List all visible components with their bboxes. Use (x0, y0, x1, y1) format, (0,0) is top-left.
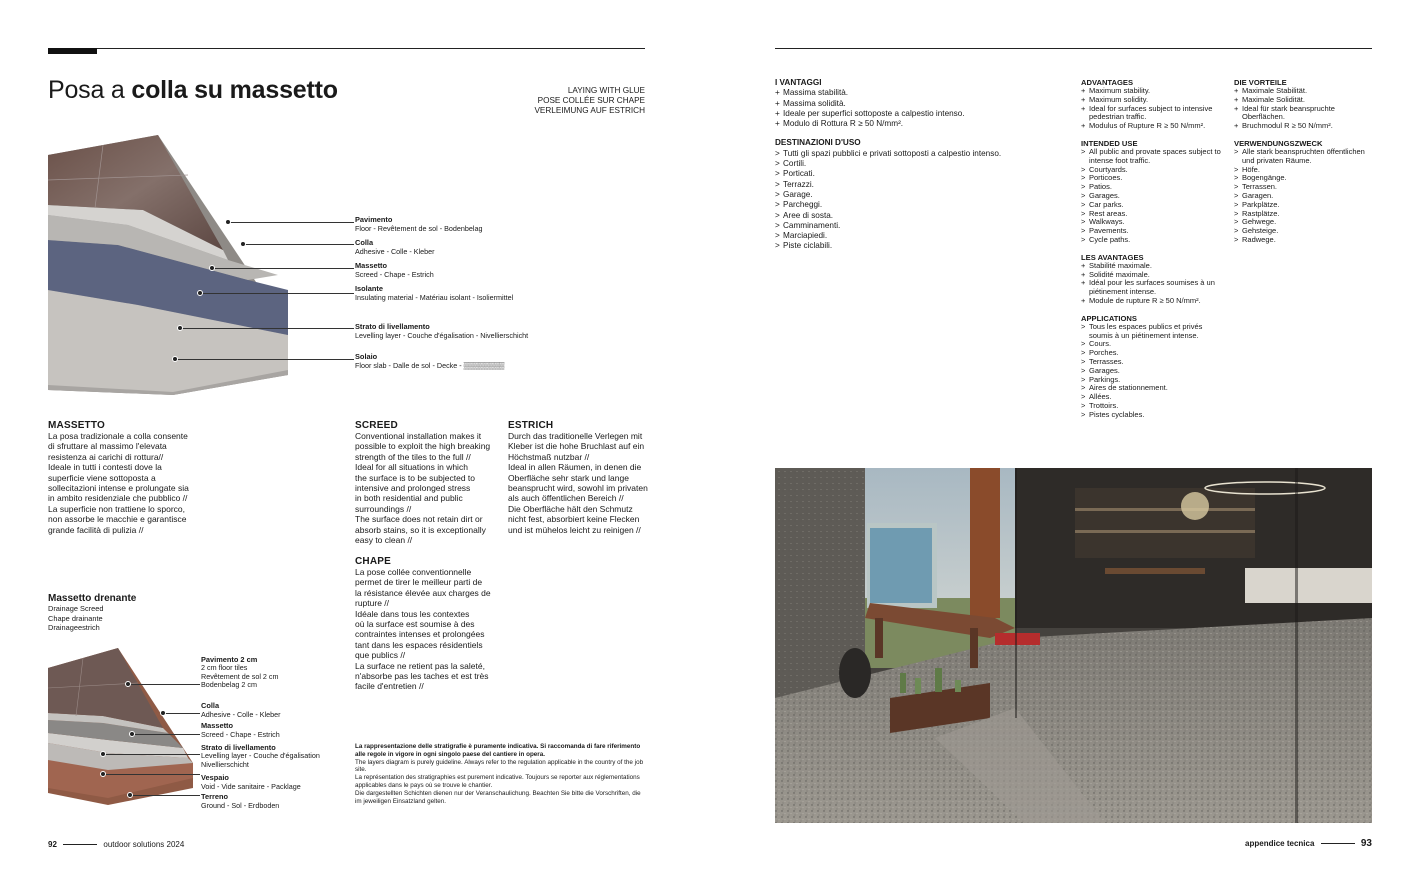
list-marker: > (775, 200, 780, 210)
benefit-list-item (775, 109, 1075, 119)
list-marker: + (775, 98, 780, 108)
list-marker: > (1234, 164, 1239, 174)
benefit-group (1081, 314, 1226, 420)
list-marker: > (1081, 383, 1086, 393)
list-text: Aree di sosta. (783, 210, 834, 220)
list-marker: > (1081, 392, 1086, 402)
benefit-list (1234, 87, 1374, 131)
list-text: Ideal für stark beanspruchte Oberflächen. (1242, 103, 1335, 122)
benefit-list-item (1081, 323, 1226, 341)
page-number: 93 (1360, 838, 1372, 849)
leader-line (200, 293, 354, 294)
benefit-list-item (775, 200, 1075, 210)
benefit-group-heading: I VANTAGGI (775, 78, 822, 87)
benefit-list-item (1081, 122, 1226, 131)
benefit-list (775, 88, 1075, 129)
benefit-list-item (1081, 236, 1226, 245)
list-text: All public and provate spaces subject to intense foot traffic. (1089, 146, 1221, 165)
list-marker: + (1081, 94, 1086, 104)
list-text: Rastplätze. (1242, 208, 1280, 218)
section-body: La pose collée conventionnelle permet de tirer le meilleur parti de la résistance élevée aux charges de rupture // Idéale dans tous les contextes où la surface est soumise à des contraintes intenses et prolongées tant dans les espaces résidentiels que publics // La surface ne retient pas la saleté, n'absorbe pas les taches et est très facile d'entretien // (355, 567, 491, 692)
leader-dot (129, 731, 135, 737)
list-text: Pavements. (1089, 226, 1129, 236)
benefit-list-item (775, 99, 1075, 109)
section-label: appendice tecnica (1245, 839, 1315, 848)
leader-line (103, 754, 200, 755)
leader-line (103, 774, 200, 775)
disclaimer: La rappresentazione delle stratigrafie è puramente indicativa. Si raccomanda di fare riferimento alle regole in vigore in ogni singolo paese del cantiere in opera. The layers diagram is purely guideline. Always refer to the regulation applicable in the country of the job site. La représentation des stratigraphies est purement indicative. Toujours se reporter aux réglementations applicables dans le pays où se trouve le chantier. Die dargestellten Schichten dienen nur der Veranschaulichung. Beachten Sie bitte die Vorschriften, die im jeweiligen Einsatzland gelten. (355, 743, 644, 805)
benefits-column-en-fr (1081, 78, 1226, 428)
list-marker: > (1081, 374, 1086, 384)
leader-dot (160, 710, 166, 716)
leader-line (130, 795, 200, 796)
list-text: Terrassen. (1242, 182, 1278, 192)
list-marker: > (1081, 146, 1086, 156)
benefit-list-item (775, 231, 1075, 241)
section-massetto (48, 420, 248, 535)
layer-label-solaio: Solaio Floor slab - Dalle de sol - Decke - ▒▒▒▒▒▒▒▒ (355, 352, 505, 370)
list-text: Garages. (1089, 190, 1120, 200)
list-text: Höfe. (1242, 164, 1260, 174)
list-marker: + (1081, 260, 1086, 270)
benefit-list-item (775, 211, 1075, 221)
page-title: Posa a colla su massetto (48, 76, 338, 104)
leader-dot (100, 751, 106, 757)
page-subtitles: LAYING WITH GLUE POSE COLLÉE SUR CHAPE VERLEIMUNG AUF ESTRICH (534, 86, 645, 115)
list-text: Parkplätze. (1242, 199, 1280, 209)
list-text: Trottoirs. (1089, 400, 1119, 410)
list-text: Tutti gli spazi pubblici e privati sottoposti a calpestio intenso. (783, 148, 1002, 158)
list-text: Module de rupture R ≥ 50 N/mm². (1089, 295, 1201, 305)
section-chape (355, 556, 505, 692)
benefit-group (775, 138, 1075, 251)
benefit-group (1234, 78, 1374, 131)
benefit-list-item (1081, 148, 1226, 166)
list-marker: + (775, 88, 780, 98)
list-text: Garages. (1089, 365, 1120, 375)
section-heading: CHAPE (355, 556, 392, 567)
benefit-list-item (775, 119, 1075, 129)
benefit-list-item (1234, 236, 1374, 245)
list-text: Solidité maximale. (1089, 269, 1150, 279)
benefit-list-item (1234, 105, 1374, 123)
list-text: Camminamenti. (783, 220, 841, 230)
benefit-list-item (1081, 411, 1226, 420)
list-text: Piste ciclabili. (783, 241, 833, 251)
list-text: Garage. (783, 189, 813, 199)
list-text: Modulo di Rottura R ≥ 50 N/mm². (783, 119, 904, 129)
list-marker: > (1081, 173, 1086, 183)
leader-line (228, 222, 354, 223)
drain-label-massetto: Massetto Screed - Chape - Estrich (201, 721, 280, 739)
leader-line (163, 713, 200, 714)
benefit-group (1081, 253, 1226, 306)
list-marker: > (1081, 409, 1086, 419)
list-marker: > (775, 159, 780, 169)
list-marker: > (1081, 365, 1086, 375)
list-marker: + (1234, 121, 1239, 131)
leader-dot (225, 219, 231, 225)
list-text: Bruchmodul R ≥ 50 N/mm². (1242, 121, 1333, 131)
section-drenante: Massetto drenante Drainage Screed Chape drainante Drainageestrich (48, 593, 137, 633)
leader-dot (127, 792, 133, 798)
benefit-group-heading: APPLICATIONS (1081, 313, 1137, 323)
list-marker: > (1234, 226, 1239, 236)
leader-dot (172, 356, 178, 362)
list-text: Walkways. (1089, 217, 1125, 227)
list-marker: > (1234, 217, 1239, 227)
benefit-group-heading: DIE VORTEILE (1234, 78, 1287, 87)
section-heading: MASSETTO (48, 420, 105, 431)
list-text: Parkings. (1089, 374, 1121, 384)
header-rule-right (775, 48, 1372, 49)
drain-label-pavimento: Pavimento 2 cm 2 cm floor tiles Revêtement de sol 2 cm Bodenbelag 2 cm (201, 655, 279, 690)
list-text: Rest areas. (1089, 208, 1128, 218)
list-marker: + (1234, 94, 1239, 104)
drain-label-vespaio: Vespaio Void - Vide sanitaire - Packlage (201, 773, 301, 791)
list-text: Ideale per superfici sottoposte a calpestio intenso. (783, 108, 965, 118)
leader-dot (209, 265, 215, 271)
list-marker: + (1081, 278, 1086, 288)
leader-dot (197, 290, 203, 296)
list-marker: > (1081, 400, 1086, 410)
drain-label-livellamento: Strato di livellamento Levelling layer - Couche d'égalisation Nivellierschicht (201, 743, 320, 769)
list-text: Gehwege. (1242, 217, 1277, 227)
leader-line (128, 684, 200, 685)
list-text: Porticati. (783, 169, 815, 179)
list-marker: > (1234, 182, 1239, 192)
list-marker: > (1234, 208, 1239, 218)
list-text: Porches. (1089, 348, 1119, 358)
section-estrich (508, 420, 658, 535)
list-text: Marciapiedi. (783, 231, 828, 241)
section-heading: ESTRICH (508, 420, 554, 431)
list-marker: > (775, 210, 780, 220)
leader-dot (177, 325, 183, 331)
benefit-list-item (775, 149, 1075, 159)
list-text: Cycle paths. (1089, 234, 1131, 244)
list-text: Idéal pour les surfaces soumises à un piétinement intense. (1089, 278, 1215, 297)
section-screed (355, 420, 505, 545)
leader-dot (240, 241, 246, 247)
list-marker: + (1234, 103, 1239, 113)
benefit-list-item (1081, 297, 1226, 306)
list-text: Allées. (1089, 392, 1112, 402)
list-marker: + (775, 108, 780, 118)
list-text: Maximale Solidität. (1242, 94, 1305, 104)
list-marker: > (1081, 226, 1086, 236)
benefit-list-item (775, 180, 1075, 190)
list-marker: > (1081, 356, 1086, 366)
list-text: Aires de stationnement. (1089, 383, 1168, 393)
layer-label-livellamento: Strato di livellamento Levelling layer - Couche d'égalisation - Nivellierschicht (355, 322, 529, 340)
list-text: Parcheggi. (783, 200, 823, 210)
list-marker: + (1081, 269, 1086, 279)
list-text: Porticoes. (1089, 173, 1123, 183)
leader-line (175, 359, 354, 360)
interior-photo (775, 468, 1372, 823)
list-marker: + (1234, 86, 1239, 95)
list-marker: > (775, 179, 780, 189)
benefit-list-item (1234, 122, 1374, 131)
benefit-group-heading: ADVANTAGES (1081, 78, 1134, 87)
list-marker: > (1081, 217, 1086, 227)
layer-label-isolante: Isolante Insulating material - Matériau isolant - Isoliermittel (355, 284, 514, 302)
list-text: Tous les espaces publics et privés soumis à un piétinement intense. (1089, 321, 1203, 340)
list-text: Terrasses. (1089, 356, 1124, 366)
layer-label-pavimento: Pavimento Floor - Revêtement de sol - Bodenbelag (355, 215, 483, 233)
list-text: Massima solidità. (783, 98, 846, 108)
drain-label-colla: Colla Adhesive - Colle - Kleber (201, 701, 281, 719)
list-marker: > (775, 169, 780, 179)
benefit-group-heading: LES AVANTAGES (1081, 252, 1144, 262)
drainage-layers-illustration (48, 648, 198, 806)
leader-line (180, 328, 354, 329)
list-text: Cortili. (783, 159, 807, 169)
list-marker: > (1081, 234, 1086, 244)
list-marker: > (1081, 348, 1086, 358)
list-text: Ideal for surfaces subject to intensive pedestrian traffic. (1089, 103, 1213, 122)
section-heading: SCREED (355, 420, 398, 431)
benefit-list-item (775, 241, 1075, 251)
benefits-column-it (775, 78, 1075, 261)
benefit-list-item (775, 88, 1075, 98)
benefits-column-de (1234, 78, 1374, 253)
benefit-group (1081, 139, 1226, 245)
list-marker: > (1081, 321, 1086, 331)
list-marker: > (775, 231, 780, 241)
page-number: 92 (48, 840, 57, 849)
list-text: Courtyards. (1089, 164, 1128, 174)
header-accent-bar (48, 48, 97, 54)
publication-label: outdoor solutions 2024 (103, 840, 185, 849)
benefit-group-heading: INTENDED USE (1081, 138, 1138, 148)
benefit-list-item (775, 221, 1075, 231)
list-text: Massima stabilità. (783, 88, 849, 98)
list-text: Terrazzi. (783, 179, 814, 189)
benefit-list (1234, 148, 1374, 245)
list-marker: + (1081, 295, 1086, 305)
list-marker: > (1234, 199, 1239, 209)
header-rule-left (97, 48, 645, 49)
list-marker: > (1081, 199, 1086, 209)
list-marker: > (1081, 339, 1086, 349)
benefit-group-heading: DESTINAZIONI D'USO (775, 138, 861, 148)
list-text: Radwege. (1242, 234, 1276, 244)
benefit-group (1234, 139, 1374, 245)
benefit-list (1081, 323, 1226, 420)
leader-dot (125, 681, 131, 687)
list-text: Patios. (1089, 182, 1112, 192)
section-heading: Massetto drenante (48, 593, 137, 604)
list-text: Maximum solidity. (1089, 94, 1149, 104)
list-text: Cours. (1089, 339, 1112, 349)
list-text: Pistes cyclables. (1089, 409, 1145, 419)
footer-right (1245, 838, 1372, 849)
leader-dot (100, 771, 106, 777)
list-text: Maximum stability. (1089, 86, 1151, 95)
list-text: Modulus of Rupture R ≥ 50 N/mm². (1089, 121, 1206, 131)
list-text: Bogengänge. (1242, 173, 1287, 183)
benefit-list-item (775, 169, 1075, 179)
benefit-list-item (1234, 148, 1374, 166)
benefit-list-item (775, 159, 1075, 169)
benefit-list (1081, 262, 1226, 306)
list-marker: + (1081, 121, 1086, 131)
list-marker: + (1081, 103, 1086, 113)
layer-label-colla: Colla Adhesive - Colle - Kleber (355, 238, 435, 256)
list-marker: > (1234, 190, 1239, 200)
list-text: Car parks. (1089, 199, 1124, 209)
drain-label-terreno: Terreno Ground - Sol - Erdboden (201, 792, 280, 810)
list-marker: + (775, 119, 780, 129)
benefit-list-item (1081, 105, 1226, 123)
benefit-list (1081, 87, 1226, 131)
list-marker: + (1081, 86, 1086, 95)
section-body: La posa tradizionale a colla consente di sfruttare al massimo l'elevata resistenza ai carichi di rottura// Ideale in tutti i contesti dove la superficie viene sottoposta a sollecitazioni intense e prolungate sia in ambito residenziale che pubblico // La superficie non trattiene lo sporco, non assorbe le macchie e garantisce grande facilità di pulizia // (48, 431, 189, 535)
section-body: Durch das traditionelle Verlegen mit Kleber ist die hohe Bruchlast auf ein Höchstmaß nutzbar // Ideal in allen Räumen, in denen die Oberfläche sehr stark und lange beansprucht wird, sowohl im privaten als auch öffentlichen Bereich // Die Oberfläche hält den Schmutz nicht fest, absorbiert keine Flecken und ist mühelos leicht zu reinigen // (508, 431, 648, 535)
list-marker: > (1081, 208, 1086, 218)
section-body: Conventional installation makes it possible to exploit the high breaking strength of the tiles to the full // Ideal for all situations in which the surface is to be subjected to intensive and prolonged stress in both residential and public surroundings // The surface does not retain dirt or absorb stains, so it is exceptionally easy to clean // (355, 431, 491, 546)
leader-line (132, 734, 200, 735)
leader-line (212, 268, 354, 269)
list-marker: > (775, 220, 780, 230)
leader-line (243, 244, 354, 245)
list-marker: > (1234, 234, 1239, 244)
benefit-group (1081, 78, 1226, 131)
benefit-list (1081, 148, 1226, 245)
list-marker: > (775, 241, 780, 251)
list-marker: > (1234, 173, 1239, 183)
benefit-group-heading: VERWENDUNGSZWECK (1234, 138, 1323, 148)
list-marker: > (1081, 182, 1086, 192)
list-marker: > (775, 189, 780, 199)
list-marker: > (1081, 190, 1086, 200)
list-marker: > (775, 148, 780, 158)
benefit-list (775, 149, 1075, 252)
list-text: Gehsteige. (1242, 226, 1279, 236)
benefit-list-item (775, 190, 1075, 200)
list-text: Garagen. (1242, 190, 1274, 200)
list-text: Stabilité maximale. (1089, 260, 1152, 270)
list-marker: > (1081, 164, 1086, 174)
benefit-list-item (1081, 279, 1226, 297)
layer-label-massetto: Massetto Screed - Chape - Estrich (355, 261, 434, 279)
list-text: Alle stark beanspruchten öffentlichen und privaten Räume. (1242, 146, 1365, 165)
benefit-group (775, 78, 1075, 129)
footer-left (48, 840, 184, 849)
list-marker: > (1234, 146, 1239, 156)
list-text: Maximale Stabilität. (1242, 86, 1308, 95)
